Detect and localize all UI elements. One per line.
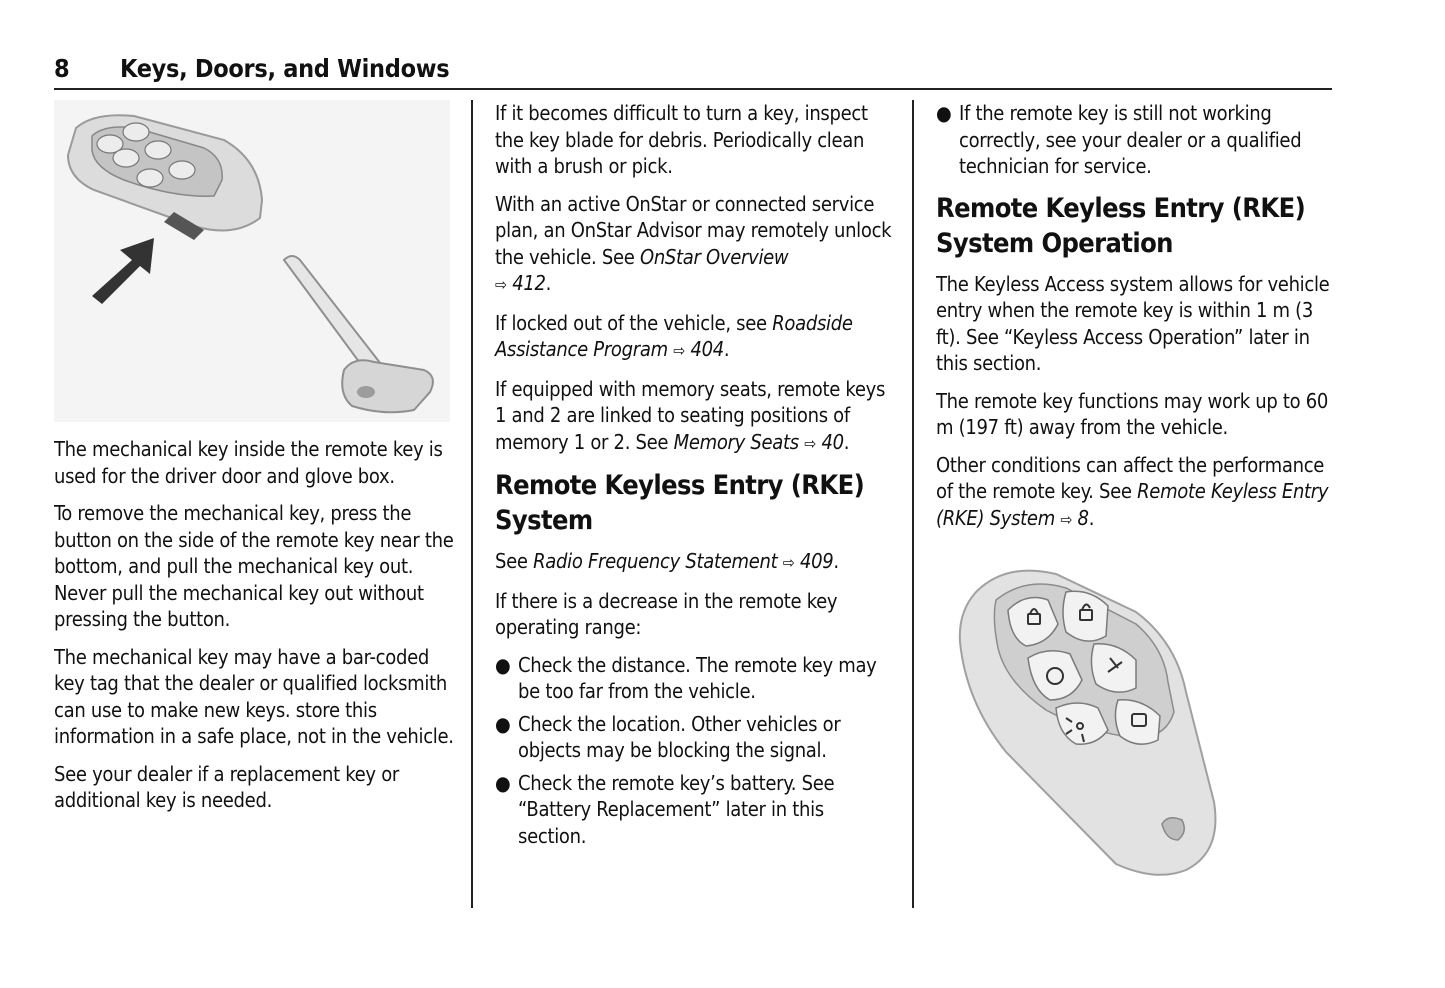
page-arrow-icon: ⇨ xyxy=(782,553,795,572)
column-3 xyxy=(936,100,1334,544)
column-1 xyxy=(54,100,454,825)
page-header xyxy=(54,52,1332,90)
page-arrow-icon: ⇨ xyxy=(1060,509,1073,529)
list-item: ● Check the remote key’s battery. See “Battery Replacement” later in this section. xyxy=(495,770,835,848)
column-2 xyxy=(495,100,895,860)
remote-key-fob-illustration xyxy=(936,552,1236,884)
cross-reference-link[interactable]: OnStar Overview xyxy=(639,244,789,269)
paragraph: If locked out of the vehicle, see Roadside Assistance Program ⇨ 404. xyxy=(495,310,853,361)
page-reference[interactable]: 404 xyxy=(690,337,724,361)
list-item: ● If the remote key is still not working correctly, see your dealer or a qualified technician for service. xyxy=(936,101,1302,178)
page-reference[interactable]: 412 xyxy=(512,271,546,295)
cross-reference-link[interactable]: Radio Frequency Statement xyxy=(533,549,778,573)
paragraph: With an active OnStar or connected service plan, an OnStar Advisor may remotely unlock the vehicle. See OnStar Overview ⇨ 412. xyxy=(495,191,892,295)
paragraph: See Radio Frequency Statement ⇨ 409. xyxy=(495,549,839,573)
page-number: 8 xyxy=(54,54,70,83)
bullet-icon: ● xyxy=(936,101,952,125)
paragraph: The mechanical key inside the remote key is used for the driver door and glove box. xyxy=(54,437,443,488)
bullet-list xyxy=(936,100,1334,180)
cross-reference-link[interactable]: Remote Keyless Entry (RKE) System xyxy=(936,479,1329,530)
paragraph: Other conditions can affect the performance of the remote key. See Remote Keyless Entry (RKE) System ⇨ 8. xyxy=(936,452,1329,530)
section-heading: Remote Keyless Entry (RKE) System xyxy=(495,470,865,536)
bullet-list xyxy=(495,652,895,850)
page-reference[interactable]: 409 xyxy=(799,549,834,573)
paragraph: The Keyless Access system allows for vehicle entry when the remote key is within 1 m (3 ft). See “Keyless Access Operation” later in this section. xyxy=(936,271,1330,375)
paragraph: The mechanical key may have a bar-coded key tag that the dealer or qualified locksmith can use to make new keys. store this information in a safe place, not in the vehicle. xyxy=(54,644,454,748)
cross-reference-link[interactable]: Memory Seats xyxy=(673,429,799,454)
cross-reference-link[interactable]: Roadside Assistance Program xyxy=(495,310,853,361)
paragraph: If it becomes difficult to turn a key, inspect the key blade for debris. Periodically clean with a brush or pick. xyxy=(495,101,868,178)
paragraph: See your dealer if a replacement key or additional key is needed. xyxy=(54,761,399,812)
list-item: ● Check the location. Other vehicles or objects may be blocking the signal. xyxy=(495,711,841,762)
chapter-title: Keys, Doors, and Windows xyxy=(120,54,450,83)
page-arrow-icon: ⇨ xyxy=(673,341,686,360)
column-divider xyxy=(912,100,914,908)
paragraph: If equipped with memory seats, remote keys 1 and 2 are linked to seating positions of memory 1 or 2. See Memory Seats ⇨ 40. xyxy=(495,376,886,454)
bullet-icon: ● xyxy=(495,711,511,736)
page-arrow-icon: ⇨ xyxy=(804,433,817,453)
section-heading: Remote Keyless Entry (RKE) System Operation xyxy=(936,192,1306,259)
bullet-icon: ● xyxy=(495,770,511,795)
paragraph: If there is a decrease in the remote key operating range: xyxy=(495,588,838,639)
page-reference[interactable]: 40 xyxy=(821,429,844,454)
paragraph: To remove the mechanical key, press the button on the side of the remote key near the bottom, and pull the mechanical key out. Never pull the mechanical key out without pressing the button. xyxy=(54,501,454,631)
paragraph: The remote key functions may work up to 60 m (197 ft) away from the vehicle. xyxy=(936,388,1329,439)
page-reference[interactable]: 8 xyxy=(1077,505,1089,530)
bullet-icon: ● xyxy=(495,652,511,677)
remote-key-removal-illustration xyxy=(54,100,450,422)
column-divider xyxy=(471,100,473,908)
list-item: ● Check the distance. The remote key may be too far from the vehicle. xyxy=(495,652,877,703)
page-arrow-icon: ⇨ xyxy=(495,275,507,294)
